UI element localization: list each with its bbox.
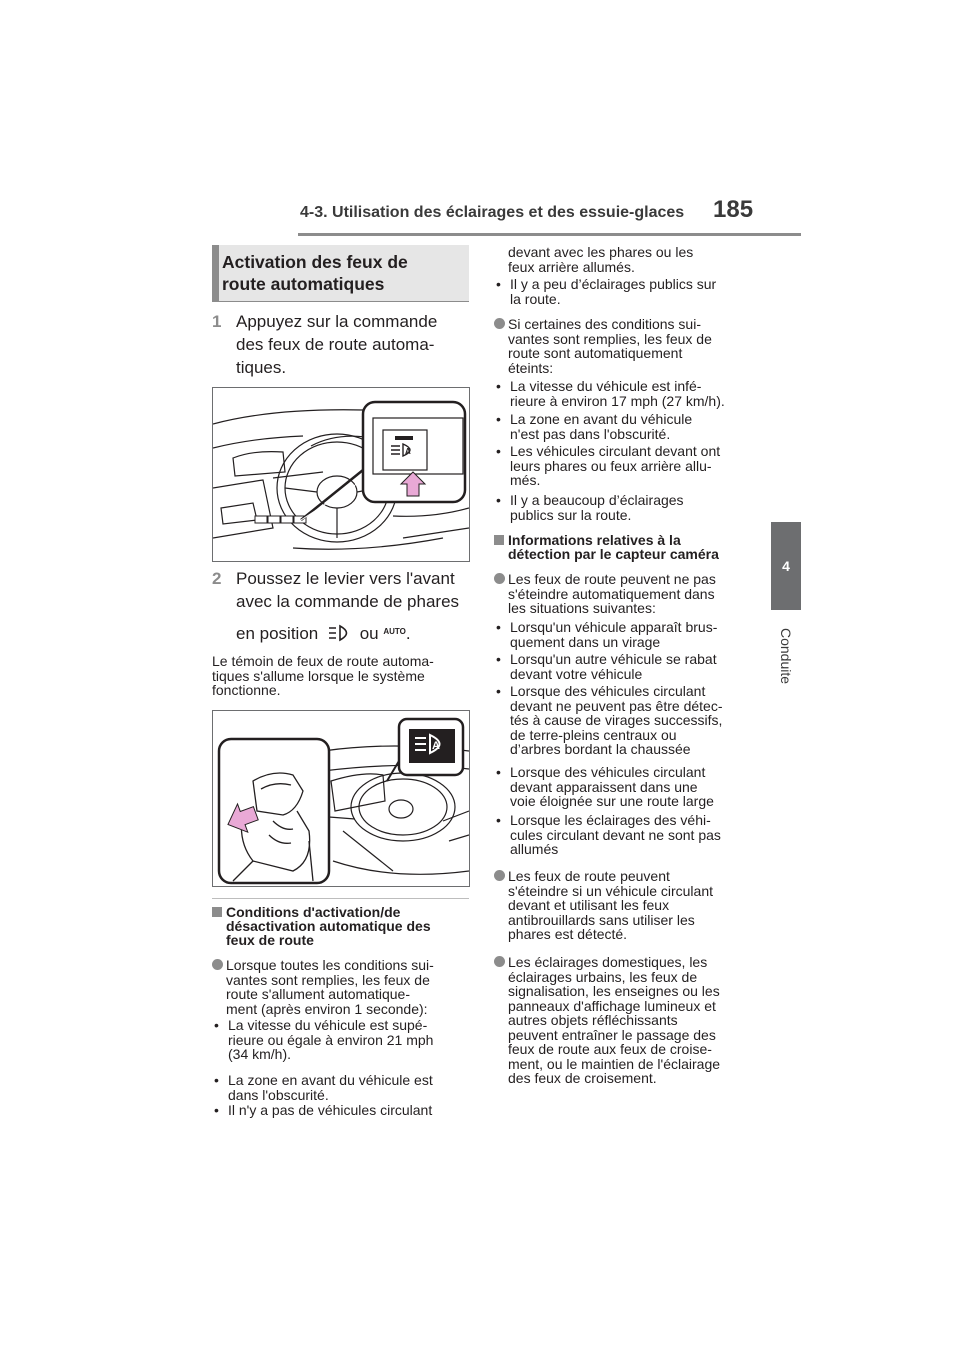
circle-bullet-icon (212, 959, 223, 970)
paragraph-camera-3: Les éclairages domestiques, les éclairages urbains, les feux de signalisation, les enseignes ou les panneaux d'affichage lumineux et autres objets réfléchissants peuvent entraîner le passage des feux de route aux feux de croise- ment, ou le maintien de l'éclairage des feux de croisement. (494, 955, 759, 1090)
subsection-heading-camera: Informations relatives à la détection par le capteur caméra (494, 533, 759, 561)
page-number: 185 (713, 196, 754, 223)
list-item: • Lorsqu'un autre véhicule se rabat devant votre véhicule (496, 651, 717, 682)
chapter-label: Conduite (778, 627, 794, 685)
step-1 (212, 310, 472, 380)
svg-text:A: A (432, 740, 440, 752)
square-bullet-icon (494, 535, 504, 545)
paragraph-activation: Lorsque toutes les conditions sui- vantes sont remplies, les feux de route s'allument automatique- ment (après environ 1 seconde): (212, 958, 474, 1018)
list-item: • Les véhicules circulant devant ont leurs phares ou feux arrière allu- més. (496, 443, 721, 488)
circle-bullet-icon (494, 956, 505, 967)
section-title: Activation des feux de route automatiques (222, 252, 408, 294)
dashboard-illustration (213, 388, 469, 561)
list-item: • Lorsque les éclairages des véhi- cules circulant devant ne sont pas allumés (496, 812, 721, 857)
figure-headlight-lever (212, 710, 470, 887)
step-text: Appuyez sur la commande des feux de route automa- tiques. (236, 312, 438, 377)
list-item: • Il y a beaucoup d’éclairages publics sur la route. (496, 492, 684, 523)
auto-icon: AUTO (383, 627, 406, 636)
list-item: • La vitesse du véhicule est infé- rieure à environ 17 mph (27 km/h). (496, 378, 725, 409)
list-item: • Il n'y a pas de véhicules circulant (214, 1102, 433, 1118)
paragraph-camera-2: Les feux de route peuvent s'éteindre si un véhicule circulant devant et utilisant les feux antibrouillards sans utiliser les phares est détecté. (494, 869, 759, 944)
paragraph-deactivation: Si certaines des conditions sui- vantes sont remplies, les feux de route sont automatiquement éteints: (494, 317, 759, 377)
circle-bullet-icon (494, 318, 505, 329)
chapter-tab: 4 (771, 522, 801, 610)
circle-bullet-icon (494, 870, 505, 881)
subsection-rule (212, 898, 469, 899)
switch-cluster (255, 516, 306, 523)
step-text: Poussez le levier vers l'avant avec la commande de phares en position ou $^{AUTO}$. (236, 569, 460, 643)
header-rule (298, 233, 801, 236)
list-item: • Lorsque des véhicules circulant devant ne peuvent pas être détec- tés à cause de virages successifs, de terre-pleins centraux ou d’arbres bordant la chaussée (496, 683, 723, 757)
subsection-heading-conditions: Conditions d'activation/de désactivation automatique des feux de route (212, 905, 474, 947)
paragraph-camera-1: Les feux de route peuvent ne pas s'éteindre automatiquement dans les situations suivantes: (494, 572, 759, 616)
step-2 (212, 567, 472, 647)
square-bullet-icon (212, 907, 222, 917)
lever-illustration (213, 711, 469, 886)
list-item: • Lorsque des véhicules circulant devant apparaissent dans une voie éloignée sur une route large (496, 764, 714, 809)
list-item: • La vitesse du véhicule est supé- rieure ou égale à environ 21 mph (34 km/h). (214, 1017, 434, 1062)
list-item: • La zone en avant du véhicule n'est pas dans l'obscurité. (496, 411, 693, 442)
indicator-note: Le témoin de feux de route automa- tiques s'allume lorsque le système fonctionne. (212, 653, 434, 698)
figure-dashboard-switch (212, 387, 470, 562)
list-item: • Lorsqu'un véhicule apparaît brus- quement dans un virage (496, 619, 718, 650)
section-heading-bar (212, 245, 219, 301)
step-number: 2 (212, 569, 222, 588)
list-item: • Il y a peu d’éclairages publics sur la route. (496, 276, 717, 307)
continued-list-text: devant avec les phares ou les feux arrière allumés. (508, 244, 694, 275)
step-number: 1 (212, 312, 222, 331)
svg-text:A: A (405, 447, 411, 456)
circle-bullet-icon (494, 573, 505, 584)
list-item: • La zone en avant du véhicule est dans l'obscurité. (214, 1072, 433, 1103)
section-underline (212, 301, 469, 302)
headlight-on-icon (327, 624, 355, 642)
running-header: 4-3. Utilisation des éclairages et des essuie-glaces (300, 204, 685, 221)
